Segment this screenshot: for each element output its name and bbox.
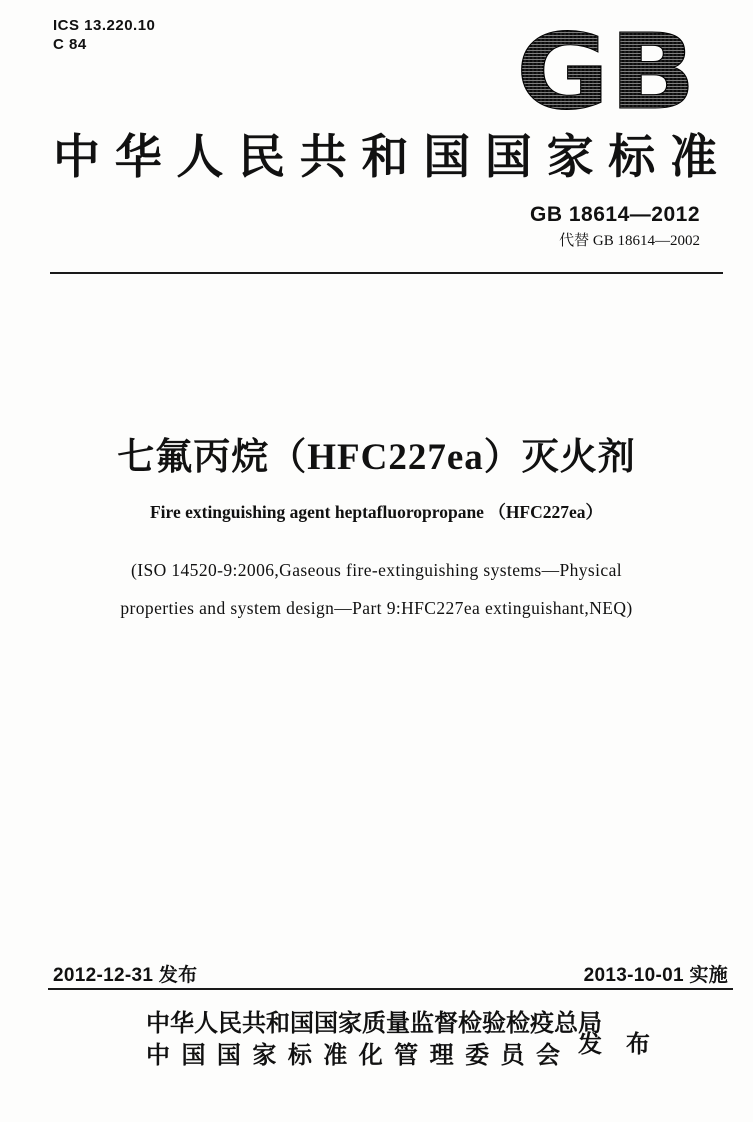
document-title-english: Fire extinguishing agent heptafluoropropane （HFC227ea）: [149, 502, 604, 522]
class-code: C 84: [53, 36, 87, 53]
iso-reference-line2: properties and system design—Part 9:HFC227ea extinguishant,NEQ): [120, 598, 633, 618]
header-divider: [50, 272, 723, 274]
document-title-chinese: 七氟丙烷（HFC227ea）灭火剂: [117, 437, 636, 478]
issuer-line2: 中国国家标准化管理委员会: [146, 1043, 560, 1069]
replaces-note: 代替 GB 18614—2002: [559, 233, 700, 249]
dates-row: [53, 960, 728, 987]
issuer-line1: 中华人民共和国国家质量监督检验检疫总局: [146, 1011, 602, 1037]
gb-logo-icon: [511, 24, 701, 116]
footer-divider: [48, 988, 733, 990]
issue-date: 2012-12-31 发布: [53, 965, 198, 986]
implement-date: 2013-10-01 实施: [583, 965, 728, 986]
national-standard-banner: 中华人民共和国国家标准: [53, 132, 717, 184]
ics-classification: [53, 16, 155, 54]
publish-label: 发 布: [578, 1032, 650, 1058]
ics-code: ICS 13.220.10: [53, 17, 156, 34]
issuer-block: [146, 1008, 602, 1072]
standard-code: GB 18614—2012: [530, 203, 700, 226]
iso-reference-line1: (ISO 14520-9:2006,Gaseous fire-extinguishing systems—Physical: [130, 560, 623, 580]
standard-code-block: [530, 203, 700, 250]
iso-reference: [0, 551, 753, 627]
gb-logo-text: GB: [516, 24, 696, 116]
